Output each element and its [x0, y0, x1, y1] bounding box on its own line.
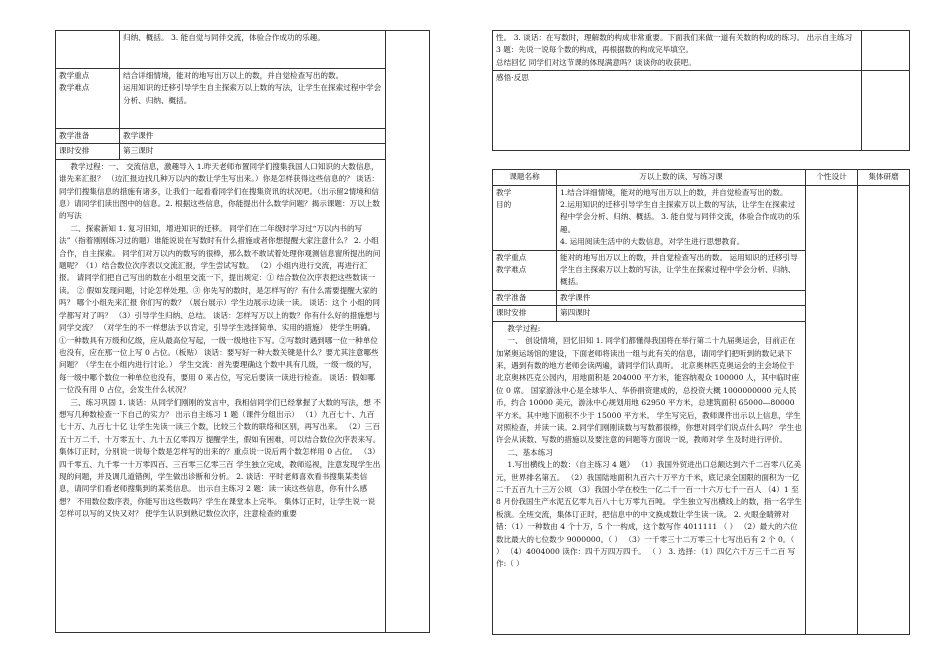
right-schedule-label: 课时安排 [493, 306, 557, 321]
right-header-research: 集体研磨 [858, 170, 910, 185]
right-header-label: 课题名称 [493, 170, 557, 185]
left-schedule-value: 第三课时 [120, 144, 386, 159]
right-header-title: 万以上数的读、写练习课 [557, 170, 806, 185]
right-focus-label: 教学重点 教学难点 [493, 250, 557, 290]
right-prep-label: 教学准备 [493, 290, 557, 305]
right-continued-text: 性。 3. 谈话：在写数时，理解数的构成非常重要。下面我们来做一道有关数的构成的练习。 出示自主练习 3 题：先说一说每个数的构成，再根据数的构成完毕填空。 [496, 33, 853, 55]
right-goal-2: 2.运用知识的迁移引导学生自主探索万以上数的写法，让学生在探索过程中学会分析、归纳、概括。 3. 能自觉与同伴交流，体验合作成功的乐趣。 [560, 200, 800, 234]
right-reflection-side [862, 71, 910, 151]
right-header-design: 个性设计 [806, 170, 858, 185]
left-prep-value: 教学课件 [120, 129, 386, 144]
left-body-para-3: 三、练习巩固 1. 谈话：从同学们刚刚的发言中，我相信同学们已经掌握了大数的写法，想 不想写几种数检查一下自己的实力？ 出示自主练习 1 题（课件分组出示） （1）九百七十、九百七十万、九百七十亿 让学生先读一读三个数，比较三个数的联络和区别，再写出来。 （2）三百五十万二千、十万零五十、九十五亿零四万 提醒学生，假如有困难，可以结合数位次序表来写。集体订正时，分别说一说每个数是怎样写的出来的？重点说一说后两个数怎样用 0 占位。 （3）四千零五、九千零一十万零四百、三百零三亿零三百 学生独立完成，教师巡视，注意发现学生出现的问题，并及调几道错例，学生做出诊断和分析。 2. 谈话：平时老师喜欢看书搜集某类信息，请同学们看老师搜集到的某类信息。 出示自主练习 2 题：读一读这些信息，你有什么感想？ 不用数位数序表，你能写出这些数吗？学生在课堂本上完毕。 集体订正时，让学生说一说怎样可以写的又快又对？ 使学生认识到熟记数位次序，注意检查的重要 [59, 397, 382, 519]
left-body-cell [56, 159, 386, 632]
right-page [492, 30, 910, 662]
left-top-label-cell [56, 31, 120, 69]
right-process-title: 教学过程: [507, 323, 541, 333]
right-focus-text: 能对的地写出万以上的数，并自觉检查写出的数。 运用知识的迁移引导学生自主探索万以上数的写法，让学生在探索过程中学会分析、归纳、概括。 [557, 250, 806, 290]
left-prep-label: 教学准备 [56, 129, 120, 144]
left-focus-cell [120, 69, 386, 129]
right-summary-text: 总结回忆 同学们对这节课的体现满意吗？谈谈你的收获吧。 [496, 57, 696, 67]
left-top-text: 归纳、概括。 3. 能自觉与同伴交流，体验合作成功的乐趣。 [120, 31, 386, 69]
right-reflection-label: 感悟·反思 [493, 71, 862, 151]
right-goal-1: 1.结合详细情境，能对的地写出万以上的数，并自觉检查写出的数。 [560, 187, 788, 197]
left-body-para-1: 教学过程：一、 交流信息，激趣导入 1.昨天老师布置同学们搜集我国人口知识的大数信息，谁先来汇报？ （边汇报边找几种万以内的数让学生写出来。）你是怎样获得这些信息的？ 谈话：同学们搜集信息的措施有诸多，让我们一起看看同学们在搜集资讯的状况吧。（出示留2情境和信息）请同学们读出图中的信息。2. 根据这些信息，你能提出什么数学问题？揭示课题：万以上数的写法 [59, 161, 380, 221]
left-focus-line-1: 结合详细情境，能对的地写出万以上的数，并自觉检查写出的数。 [123, 71, 344, 80]
right-body-para-1: 一、 创设情境，回忆旧知 1. 同学们都懂得我国将在举行第二十九届奥运会，目前正在加紧奥运场馆的建设，下面老师将读出一组与此有关的信息，请同学们把听到的数记录下来，遇到有数的地方老师会读两遍，请同学们认真听。 北京奥林匹克奥运会的主会场位于北京奥林匹克公园内，用地面积是 204000 平方米，能容纳观众 100000 人，其中临时座位 0 席。 国家游泳中心是全球华人、华侨捐资建成的，总投资大概 1000000000 元人民币，约合 10000 美元，游泳中心规划用地 62950 平方米，总建筑面积 65000—80000 平方米。其中地下面积不少于 15000 平方米。 学生写完后，教师课件出示以上信息，学生对照检查，并读一读。2.同学们刚刚读数与写数都很棒，你想对同学们说点什么吗？ 学生也许会从读数、写数的措施以及要注意的问题等方面说一说，教师对学 生及时进行评价。 [496, 336, 802, 445]
right-research-column [858, 185, 910, 634]
right-body-para-3: 1.写出横线上的数：（自主练习 4 题） （1）我国外贸进出口总额达到六千二百零八亿美元，世界排名第五。 （2）我国陆地面积九百六十万平方千米，底记录全国限的面积为一亿二千五百九十三万公顷 （3）我国小学在校生一亿二千一百一十六万七千一百人 （4）1 至 8 月份我国生产水泥五亿零九百八十七万零九百吨。 学生独立写出横线上的数，指一名学生板演。全班交流，集体订正时，把信息中的中文换成数让学生读一读。 2. 火眼金睛辨对错：（1）一种数由 4 个十万，5 个一构成，这个数写作 4011111 （ ） （2）最大的六位数比最大的七位数少 9000000。（ ） （3）一千零三十二万零三十七写出后有 2 个 0。（ ） （4）4004000 读作：四千万四万四千。 （ ） 3. 选择：（1）四亿六千万三千二百 写作:（ ） [496, 460, 802, 569]
right-goal-3: 4. 运用阅读生活中的大数信息，对学生进行思想教育。 [560, 237, 745, 247]
left-schedule-label: 课时安排 [56, 144, 120, 159]
left-page [55, 30, 430, 662]
right-goal-label: 教学 目的 [493, 185, 557, 250]
left-body-para-2: 二、探索新知 1. 复习旧知，增进知识的迁移。 同学们在二年级时学习过“万以内书的写法”（指着刚刚练习过的题）谁能说说在写数时有什么措施或者你想提醒大家注意什么？ 2. 小组合作，自主探索。 同学们对万以内的数写的很棒，那么数不敢试着处理你观测信息窗所提出的问题呢？（1）结合数位次序表以交流汇报，学生尝试写数。 （2）小组内进行交流，再进行汇报。 请同学们把自己写出的数在小组里交流一下，提出规定：① 结合数位次序表把这些数读一读。 ② 假如发现问题，讨论怎样处理。③ 你先写的数时，是怎样写的？有什么需要提醒大家的 吗？ 哪个小组先来汇报 你们写的数？（展台展示）学生边展示边读一读。 谈话：这个 小组的同学都写对了吗？ （3）引导学生归纳、总结。 谈话：怎样写万以上的数？你有什么好的措施想与同学交流？ （对学生的不一样想法予以肯定，引导学生选择简单、实用的措施） 使学生明确。①一种数具有万级和亿级，应从最高位写起，一级一级地往下写。②写数时遇到哪一位一种单位也没有，应在那一位上写 0 占位。（板贴） 谈话：要写好一种大数关键是什么？要尤其注意哪些问题？（学生在小组内进行讨论。） 学生交流：首先要理确这个数中具有几级，一级一级的写，每一级中哪个数位一种单位也没有，要用 0 来占位，写完后要读一读进行检查。 谈话：假如哪一位没有用 0 占位，会发生什么状况？ [59, 223, 381, 395]
left-lesson-table [55, 30, 430, 633]
right-continued-cell [493, 31, 862, 71]
right-design-column [806, 185, 858, 634]
right-prep-value: 教学课件 [557, 290, 806, 305]
right-continued-side [862, 31, 910, 71]
right-goal-cell [557, 185, 806, 250]
right-body-para-2: 二、基本练习 [507, 447, 553, 457]
right-lesson-table [492, 169, 910, 634]
left-focus-line-2: 运用知识的迁移引导学生自主探索万以上数的写法，让学生在探索过程中学会分析、归纳、概括。 [123, 83, 382, 105]
right-schedule-value: 第四课时 [557, 306, 806, 321]
left-focus-label: 教学重点 教学难点 [56, 69, 120, 129]
right-body-cell [493, 321, 806, 634]
left-side-column [386, 31, 430, 633]
right-continued-table [492, 30, 910, 151]
